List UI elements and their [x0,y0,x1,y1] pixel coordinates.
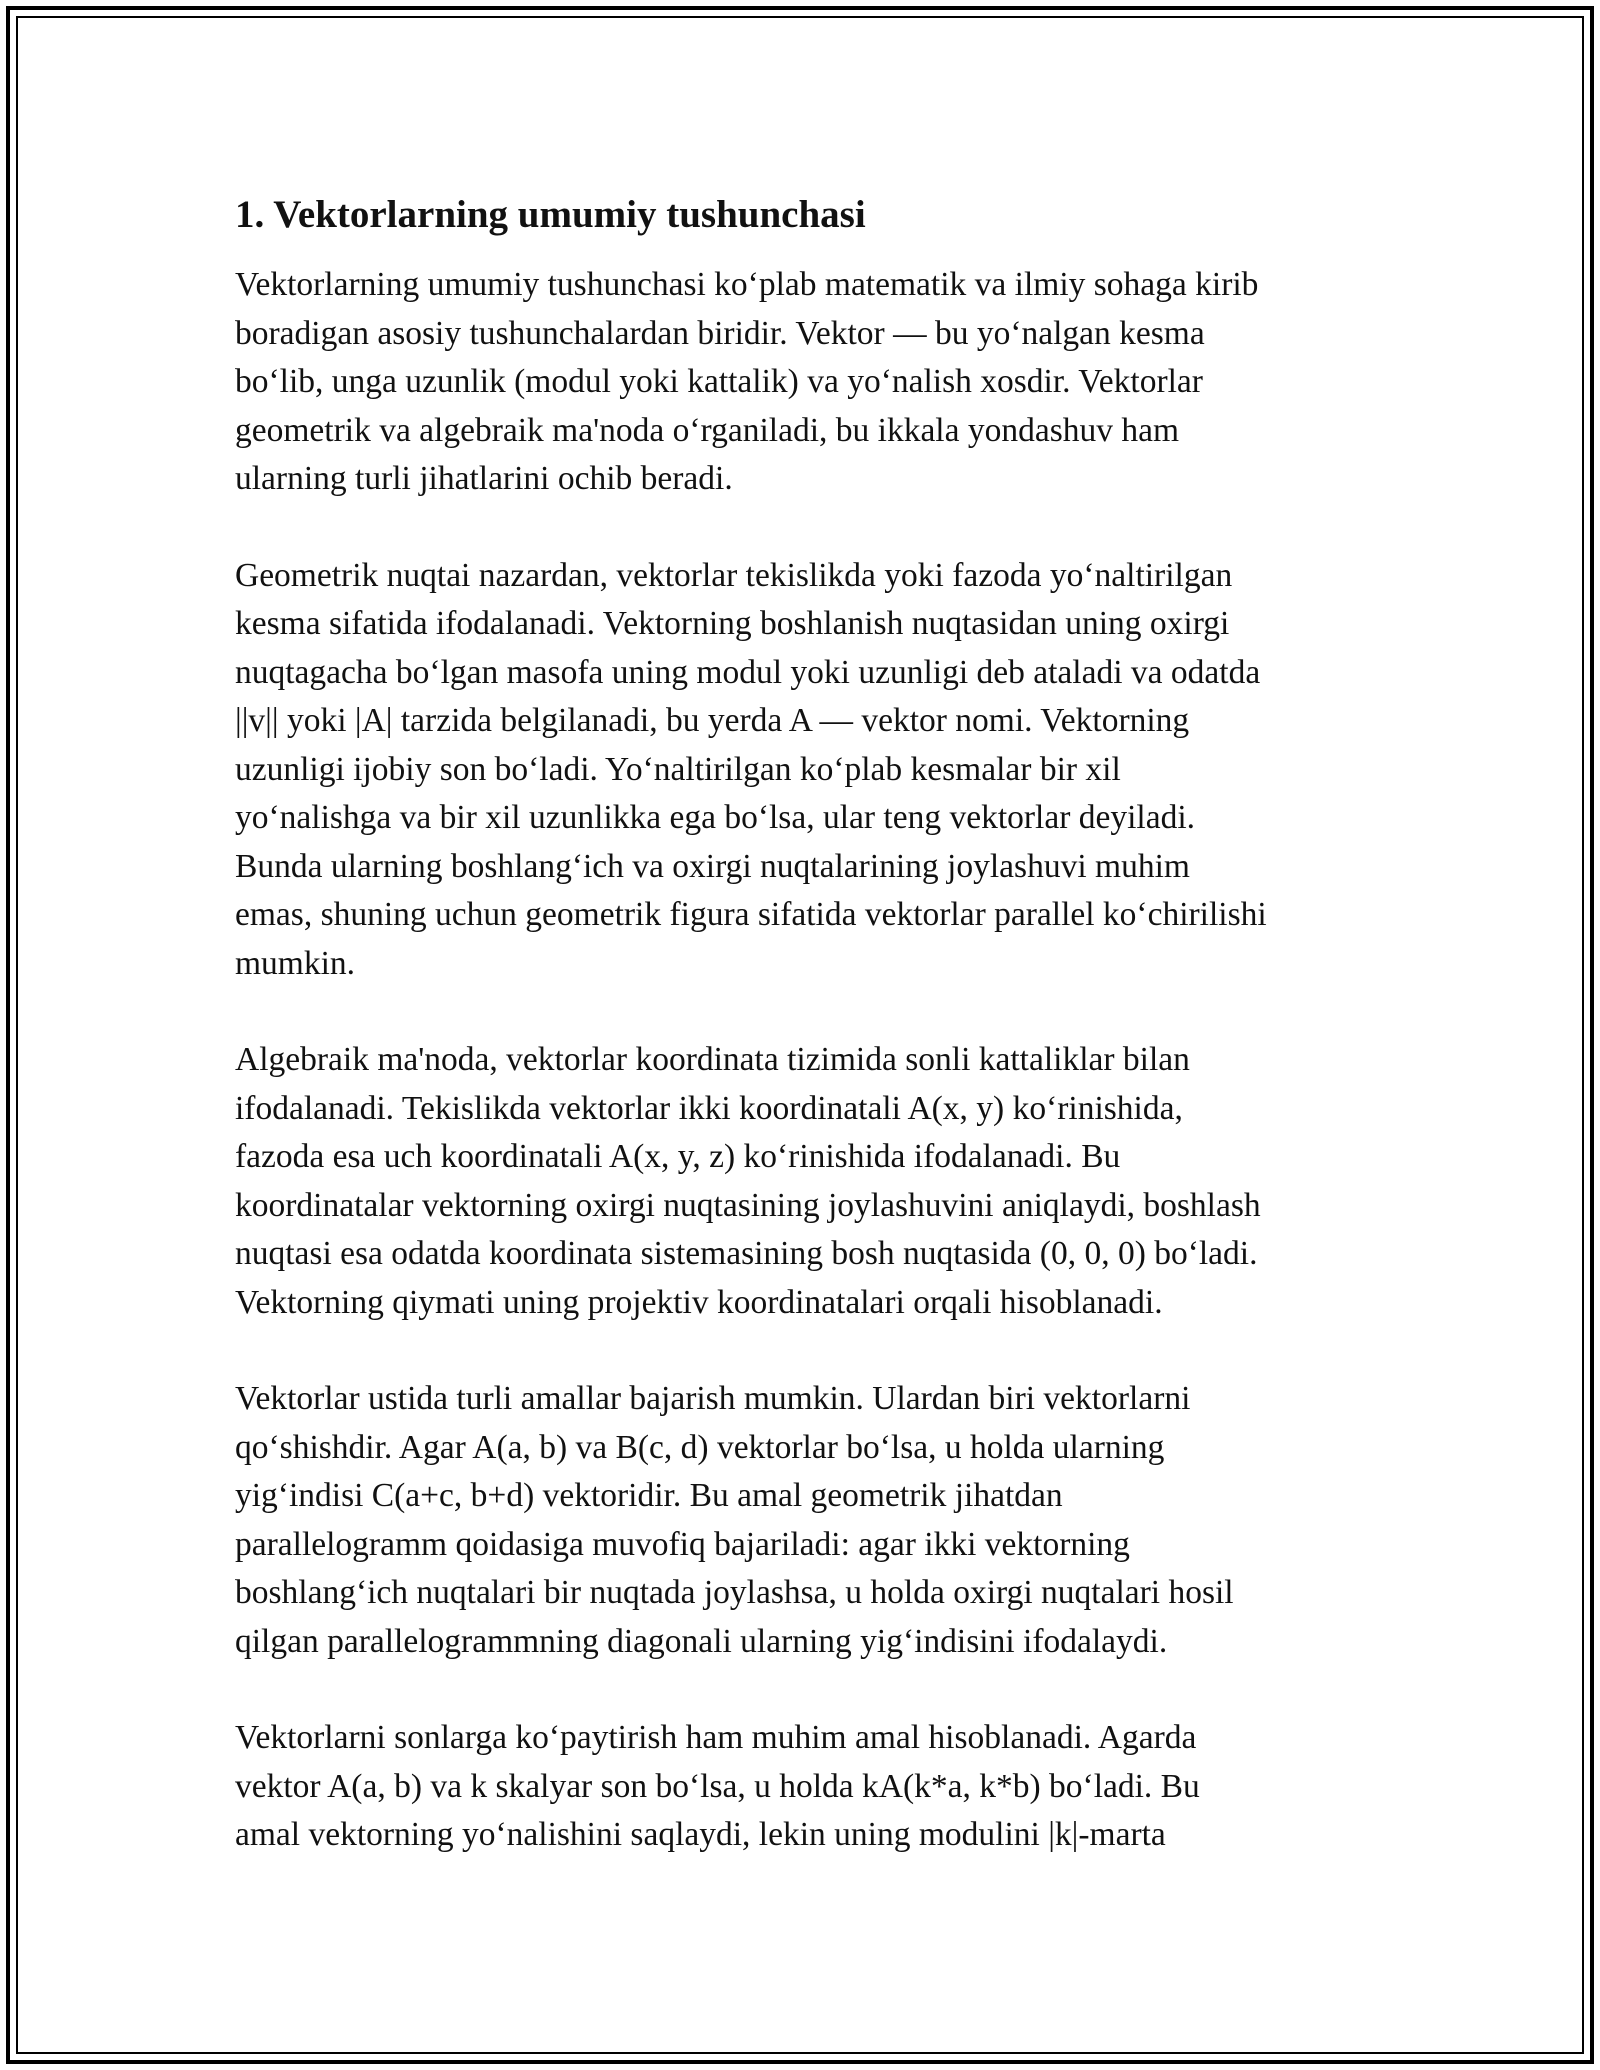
document-body [235,180,1385,1908]
text-line: nuqtagacha bo‘lgan masofa uning modul yoki uzunligi deb ataladi va odatda [235,653,1261,691]
text-line: boradigan asosiy tushunchalardan biridir. Vektor — bu yo‘nalgan kesma [235,314,1205,352]
text-line: qo‘shishdir. Agar A(a, b) va B(c, d) vektorlar bo‘lsa, u holda ularning [235,1428,1165,1466]
text-line: parallelogramm qoidasiga muvofiq bajariladi: agar ikki vektorning [235,1525,1130,1563]
text-line: boshlang‘ich nuqtalari bir nuqtada joylashsa, u holda oxirgi nuqtalari hosil [235,1574,1234,1611]
text-line: fazoda esa uch koordinatali A(x, y, z) ko‘rinishida ifodalanadi. Bu [235,1138,1121,1175]
text-line: Vektorlarning umumiy tushunchasi ko‘plab matematik va ilmiy sohaga kirib [235,266,1259,303]
text-line: kesma sifatida ifodalanadi. Vektorning boshlanish nuqtasidan uning oxirgi [235,605,1230,642]
text-line: Vektorning qiymati uning projektiv koordinatalari orqali hisoblanadi. [235,1283,1163,1321]
text-line: mumkin. [235,944,356,982]
text-line: Bunda ularning boshlang‘ich va oxirgi nuqtalarining joylashuvi muhim [235,847,1190,885]
text-line: yo‘nalishga va bir xil uzunlikka ega bo‘lsa, ular teng vektorlar deyiladi. [235,799,1196,836]
text-line: Geometrik nuqtai nazardan, vektorlar tekislikda yoki fazoda yo‘naltirilgan [235,556,1233,594]
text-line: yig‘indisi C(a+c, b+d) vektoridir. Bu amal geometrik jihatdan [235,1477,1063,1514]
text-line: geometrik va algebraik ma'noda o‘rganiladi, bu ikkala yondashuv ham [235,411,1180,449]
text-line: amal vektorning yo‘nalishini saqlaydi, lekin uning modulini |k|-marta [235,1816,1166,1853]
text-line: vektor A(a, b) va k skalyar son bo‘lsa, u holda kA(k*a, k*b) bo‘ladi. Bu [235,1767,1200,1805]
text-line: Vektorlarni sonlarga ko‘paytirish ham muhim amal hisoblanadi. Agarda [235,1719,1197,1756]
text-line: emas, shuning uchun geometrik figura sifatida vektorlar parallel ko‘chirilishi [235,896,1267,933]
section-heading: 1. Vektorlarning umumiy tushunchasi [235,193,866,236]
text-line: ifodalanadi. Tekislikda vektorlar ikki koordinatali A(x, y) ko‘rinishida, [235,1089,1183,1127]
paragraph-3 [235,1036,1385,1327]
paragraph-5 [235,1714,1385,1860]
text-line: koordinatalar vektorning oxirgi nuqtasining joylashuvini aniqlaydi, boshlash [235,1186,1261,1224]
text-line: ularning turli jihatlarini ochib beradi. [235,460,733,497]
text-line: nuqtasi esa odatda koordinata sistemasining bosh nuqtasida (0, 0, 0) bo‘ladi. [235,1235,1258,1272]
text-line: uzunligi ijobiy son bo‘ladi. Yo‘naltirilgan ko‘plab kesmalar bir xil [235,750,1121,788]
paragraph-4 [235,1375,1385,1666]
text-line: Vektorlar ustida turli amallar bajarish mumkin. Ulardan biri vektorlarni [235,1380,1191,1417]
paragraph-2 [235,552,1385,989]
paragraph-1 [235,261,1385,504]
text-line: qilgan parallelogrammning diagonali ularning yig‘indisini ifodalaydi. [235,1622,1168,1660]
text-line: bo‘lib, unga uzunlik (modul yoki kattalik) va yo‘nalish xosdir. Vektorlar [235,363,1203,400]
text-line: Algebraik ma'noda, vektorlar koordinata tizimida sonli kattaliklar bilan [235,1041,1190,1078]
text-line: ||v|| yoki |A| tarzida belgilanadi, bu yerda A — vektor nomi. Vektorning [235,702,1190,739]
